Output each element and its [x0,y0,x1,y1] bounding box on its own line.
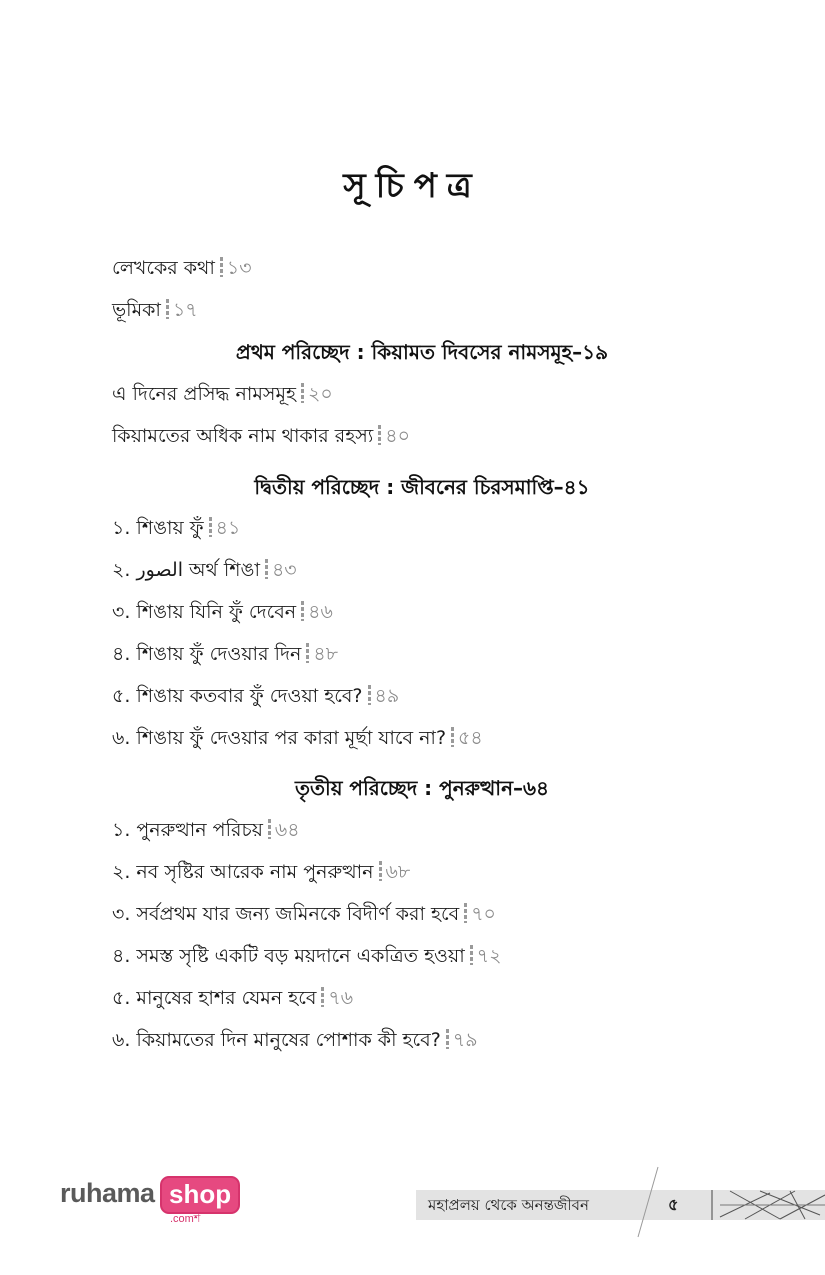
dotted-separator-icon [321,987,324,1007]
dotted-separator-icon [265,559,268,579]
decorative-lines-icon [620,1165,825,1240]
toc-item-page: ৭৬ [328,987,354,1009]
dotted-separator-icon [470,945,473,965]
toc-item-page: ৬৪ [274,819,300,841]
toc-item-page: ৪৯ [374,685,400,707]
toc-item-page: ৪১ [215,517,241,539]
toc-item-text: কিয়ামতের অধিক নাম থাকার রহস্য [112,425,374,447]
dotted-separator-icon [306,643,309,663]
logo-subtext: .comশ [170,1213,201,1225]
toc-item [112,380,333,408]
dotted-separator-icon [209,517,212,537]
toc-item-text: ৫. শিঙায় কতবার ফুঁ দেওয়া হবে? [112,685,363,707]
toc-item [112,816,300,844]
toc-item [112,682,399,710]
chapter-heading: দ্বিতীয় পরিচ্ছেদ : জীবনের চিরসমাপ্তি–৪১ [254,475,590,499]
toc-item [112,724,483,752]
toc-item-page: ৪৩ [271,559,297,581]
toc-item [112,598,333,626]
toc-item-page: ৭৯ [452,1029,478,1051]
footer-book-title: মহাপ্রলয় থেকে অনন্তজীবন [428,1196,589,1214]
dotted-separator-icon [301,383,304,403]
toc-item-text: ২. নব সৃষ্টির আরেক নাম পুনরুত্থান [112,861,374,883]
toc-item-page: ৬৮ [385,861,411,883]
logo-badge: shop [160,1176,240,1214]
page-title: সূচিপত্র [343,166,482,206]
toc-item-page: ৭২ [476,945,502,967]
toc-item [112,514,240,542]
dotted-separator-icon [451,727,454,747]
footer-page-number: ৫ [668,1195,679,1214]
arabic-word: الصور [136,559,183,581]
toc-item [112,858,410,886]
toc-item [112,900,496,928]
toc-item-page: ১৭ [172,299,198,321]
toc-item-page: ৪০ [385,425,410,447]
toc-item-text: ১. শিঙায় ফুঁ [112,517,204,539]
toc-item [112,1026,478,1054]
toc-item [112,640,338,668]
toc-item-text: ৪. শিঙায় ফুঁ দেওয়ার দিন [112,643,302,665]
toc-item [112,296,198,324]
dotted-separator-icon [379,861,382,881]
dotted-separator-icon [464,903,467,923]
toc-item-text: ৫. মানুষের হাশর যেমন হবে [112,987,317,1009]
toc-item-text: ভূমিকা [112,299,161,321]
toc-item [112,984,353,1012]
toc-item [112,254,252,282]
dotted-separator-icon [268,819,271,839]
toc-item-text: ২. [112,559,131,581]
toc-item-text: ৩. শিঙায় যিনি ফুঁ দেবেন [112,601,297,623]
dotted-separator-icon [368,685,371,705]
chapter-heading: প্রথম পরিচ্ছেদ : কিয়ামত দিবসের নামসমূহ–১৯ [235,340,609,364]
toc-item-text: লেখকের কথা [112,257,215,279]
dotted-separator-icon [220,257,223,277]
toc-item-page: ১৩ [226,257,252,279]
chapter-heading: তৃতীয় পরিচ্ছেদ : পুনরুত্থান–৬৪ [294,776,550,800]
toc-item-text: ৬. শিঙায় ফুঁ দেওয়ার পর কারা মূর্ছা যাবে না? [112,727,447,749]
dotted-separator-icon [446,1029,449,1049]
toc-item-text: ৩. সর্বপ্রথম যার জন্য জমিনকে বিদীর্ণ করা হবে [112,903,460,925]
logo-text: ruhama [60,1178,155,1208]
dotted-separator-icon [301,601,304,621]
dotted-separator-icon [166,299,169,319]
toc-item-text: ৬. কিয়ামতের দিন মানুষের পোশাক কী হবে? [112,1029,441,1051]
toc-item-page: ২০ [308,383,333,405]
toc-item-page: ৪৮ [313,643,338,665]
toc-item [112,556,297,584]
toc-item-text: অর্থ শিঙা [189,559,260,581]
toc-item-text: এ দিনের প্রসিদ্ধ নামসমূহ [112,383,297,405]
toc-item [112,942,501,970]
toc-item-page: ৭০ [471,903,496,925]
dotted-separator-icon [378,425,381,445]
toc-item-text: ৪. সমস্ত সৃষ্টি একটি বড় ময়দানে একত্রিত হওয়া [112,945,465,967]
toc-item-text: ১. পুনরুত্থান পরিচয় [112,819,263,841]
toc-item-page: ৪৬ [308,601,333,623]
toc-item [112,422,410,450]
toc-item-page: ৫৪ [458,727,483,749]
